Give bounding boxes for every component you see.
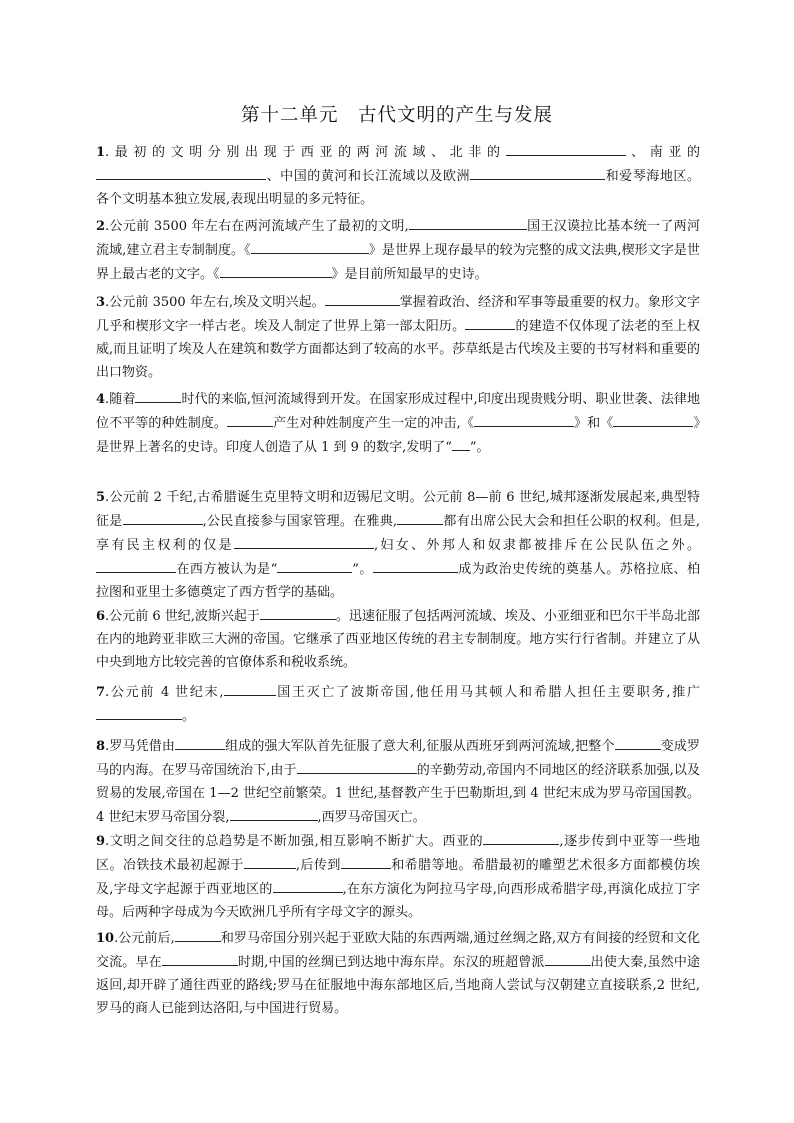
- answer-blank[interactable]: [123, 509, 203, 525]
- answer-blank[interactable]: [96, 557, 176, 573]
- question-1: 1.最初的文明分别出现于西亚的两河流域、北非的 、南亚的、中国的黄河和长江流域以及欧洲 和爱琴海地区。各个文明基本独立发展,表现出明显的多元特征。: [96, 140, 700, 211]
- answer-blank[interactable]: [615, 734, 661, 750]
- answer-blank[interactable]: [260, 604, 336, 620]
- answer-blank[interactable]: [277, 557, 352, 573]
- answer-blank[interactable]: [244, 853, 296, 869]
- answer-blank[interactable]: [96, 164, 266, 180]
- question-10: 10.公元前后, 和罗马帝国分别兴起于亚欧大陆的东西两端,通过丝绸之路,双方有间接的经贸和文化交流。早在 时期,中国的丝绸已到达地中海东岸。东汉的班超曾派 出使大秦,虽然中途返回,却开辟了通往西亚的路线;罗马在征服地中海东部地区后,当地商人尝试与汉朝建立直接联系,2 世纪,罗马的商人已能到达洛阳,与中国进行贸易。: [96, 926, 700, 1020]
- answer-blank[interactable]: [613, 411, 693, 427]
- question-number: 8: [96, 739, 106, 754]
- question-number: 9: [96, 834, 106, 849]
- answer-blank[interactable]: [297, 758, 417, 774]
- answer-blank[interactable]: [409, 214, 527, 230]
- answer-blank[interactable]: [483, 829, 559, 845]
- answer-blank[interactable]: [175, 926, 221, 942]
- answer-blank[interactable]: [341, 853, 391, 869]
- answer-blank[interactable]: [506, 140, 626, 156]
- answer-blank[interactable]: [325, 290, 400, 306]
- answer-blank[interactable]: [135, 387, 181, 403]
- question-number: 1: [96, 145, 106, 160]
- question-7: 7.公元前 4 世纪末, 国王灭亡了波斯帝国,他任用马其顿人和希腊人担任主要职务,推广。: [96, 680, 700, 728]
- question-number: 10: [96, 931, 115, 946]
- question-8: 8.罗马凭借由 组成的强大军队首先征服了意大利,征服从西班牙到两河流域,把整个 变成罗马的内海。在罗马帝国统治下,由于 的辛勤劳动,帝国内不同地区的经济联系加强,以及贸易的发展,帝国在 1—2 世纪空前繁荣。1 世纪,基督教产生于巴勒斯坦,到 4 世纪末成为罗马帝国国教。4 世纪末罗马帝国分裂, ,西罗马帝国灭亡。: [96, 734, 700, 829]
- answer-blank[interactable]: [230, 805, 318, 821]
- question-number: 2: [96, 219, 106, 234]
- answer-blank[interactable]: [397, 509, 443, 525]
- question-3: 3.公元前 3500 年左右,埃及文明兴起。 掌握着政治、经济和军事等最重要的权力。象形文字几乎和楔形文字一样古老。埃及人制定了世界上第一部太阳历。 的建造不仅体现了法老的至上权威,而且证明了埃及人在建筑和数学方面都达到了较高的水平。莎草纸是古代埃及主要的书写材料和重要的出口物资。: [96, 290, 700, 384]
- answer-blank[interactable]: [175, 734, 225, 750]
- question-2: 2.公元前 3500 年左右在两河流域产生了最初的文明, 国王汉谟拉比基本统一了两河流域,建立君主专制制度。《 》是世界上现存最早的较为完整的成文法典,楔形文字是世界上最古老的文字。《 》是目前所知最早的史诗。: [96, 214, 700, 286]
- question-number: 4: [96, 392, 106, 407]
- answer-blank[interactable]: [373, 557, 458, 573]
- answer-blank[interactable]: [452, 435, 470, 451]
- question-number: 3: [96, 295, 106, 310]
- answer-blank[interactable]: [162, 950, 238, 966]
- question-4: 4.随着 时代的来临,恒河流域得到开发。在国家形成过程中,印度出现贵贱分明、职业世袭、法律地位不平等的种姓制度。 产生对种姓制度产生一定的冲击,《 》和《 》是世界上著名的史诗。印度人创造了从 1 到 9 的数字,发明了“ ”。: [96, 387, 700, 459]
- answer-blank[interactable]: [224, 680, 276, 696]
- answer-blank[interactable]: [465, 314, 515, 330]
- answer-blank[interactable]: [220, 262, 332, 278]
- answer-blank[interactable]: [251, 238, 369, 254]
- question-9: 9.文明之间交往的总趋势是不断加强,相互影响不断扩大。西亚的 ,逐步传到中亚等一些地区。冶铁技术最初起源于 ,后传到 和希腊等地。希腊最初的雕塑艺术很多方面都模仿埃及,字母文字起源于西亚地区的 ,在东方演化为阿拉马字母,向西形成希腊字母,再演化成拉丁字母。后两种字母成为今天欧洲几乎所有字母文字的源头。: [96, 829, 700, 924]
- answer-blank[interactable]: [96, 704, 182, 720]
- question-number: 7: [96, 685, 106, 700]
- answer-blank[interactable]: [227, 411, 273, 427]
- question-number: 6: [96, 609, 106, 624]
- answer-blank[interactable]: [273, 877, 343, 893]
- answer-blank[interactable]: [474, 411, 574, 427]
- page-title: 第十二单元 古代文明的产生与发展: [240, 105, 553, 126]
- question-number: 5: [96, 490, 106, 505]
- answer-blank[interactable]: [545, 950, 591, 966]
- answer-blank[interactable]: [470, 164, 605, 180]
- question-5: 5.公元前 2 千纪,古希腊诞生克里特文明和迈锡尼文明。公元前 8—前 6 世纪,城邦逐渐发展起来,典型特征是 ,公民直接参与国家管理。在雅典, 都有出席公民大会和担任公职的权利。但是,享有民主权利的仅是 ,妇女、外邦人和奴隶都被排斥在公民队伍之外。在西方被认为是“ ”。 成为政治史传统的奠基人。苏格拉底、柏拉图和亚里士多德奠定了西方哲学的基础。: [96, 490, 700, 600]
- question-6: 6.公元前 6 世纪,波斯兴起于 。迅速征服了包括两河流域、埃及、小亚细亚和巴尔干半岛北部在内的地跨亚非欧三大洲的帝国。它继承了西亚地区传统的君主专制制度。地方实行行省制。并建立了从中央到地方比较完善的官僚体系和税收系统。: [96, 604, 700, 674]
- answer-blank[interactable]: [234, 533, 374, 549]
